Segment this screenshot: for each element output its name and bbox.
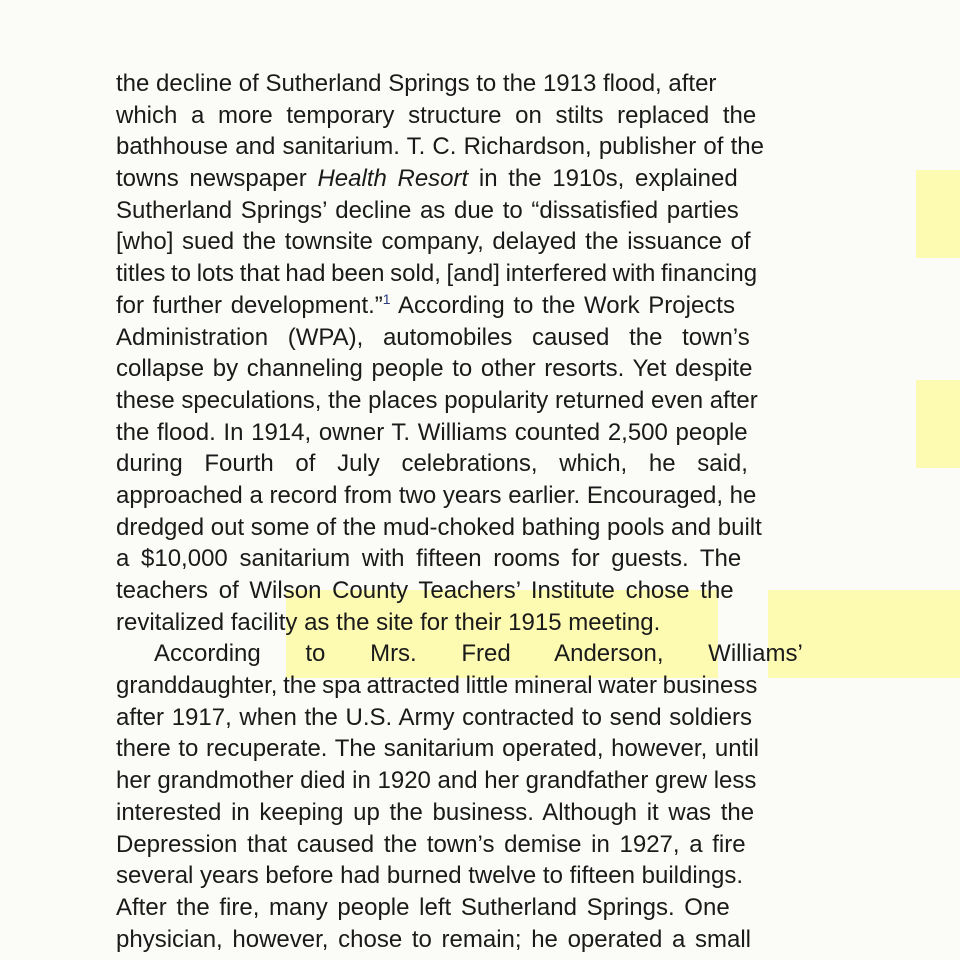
text-line: [116, 575, 853, 607]
text-line: [116, 100, 853, 132]
text-line-content: the decline of Sutherland Springs to the 1913 flood, after: [116, 70, 717, 97]
text-line-content: bathhouse and sanitarium. T. C. Richardson, publisher of the: [116, 133, 764, 161]
text-line-content: [who] sued the townsite company, delayed the issuance of: [116, 228, 751, 256]
text-line: [116, 860, 853, 892]
text-line: [116, 131, 853, 163]
footnote-marker[interactable]: 1: [382, 290, 391, 307]
text-line: [116, 765, 853, 797]
text-line-content: granddaughter, the spa attracted little mineral water business: [116, 672, 758, 700]
text-line-content: dredged out some of the mud-choked bathing pools and built: [116, 513, 762, 541]
text-line-content: for further development.”: [116, 291, 383, 319]
text-line-content: titles to lots that had been sold, [and] interfered with financing: [116, 260, 758, 288]
text-line: [116, 512, 853, 544]
text-line-content: during Fourth of July celebrations, which, he said,: [116, 450, 748, 478]
text-line: [116, 163, 853, 195]
text-line: [116, 702, 853, 734]
text-line: [116, 670, 853, 702]
text-line: [116, 322, 853, 354]
text-line: [116, 353, 853, 385]
text-line: [116, 226, 853, 258]
text-line-content: towns newspaper: [116, 165, 307, 193]
text-line-content: there to recuperate. The sanitarium operated, however, until: [116, 735, 759, 763]
text-line: [116, 829, 853, 861]
highlight-mark: [916, 170, 960, 258]
text-line-content: which a more temporary structure on stilts replaced the: [116, 101, 757, 129]
text-line-content: the flood. In 1914, owner T. Williams counted 2,500 people: [116, 418, 748, 446]
text-line: [116, 543, 853, 575]
text-line-content: revitalized facility as the site for their 1915 meeting.: [116, 608, 661, 636]
text-line-content: in the 1910s, explained: [478, 165, 738, 193]
text-line: [116, 385, 853, 417]
text-line: [116, 892, 853, 924]
text-line: [116, 797, 853, 829]
newspaper-title: Health Resort: [317, 165, 469, 193]
text-line: [116, 68, 853, 100]
text-line: [116, 417, 853, 449]
text-line: [116, 290, 853, 322]
text-line-content: physician, however, chose to remain; he operated a small: [116, 925, 752, 953]
text-line: [116, 924, 853, 956]
text-line: [116, 258, 853, 290]
text-line: [116, 733, 853, 765]
text-line-content: approached a record from two years earlier. Encouraged, he: [116, 481, 757, 509]
text-line-content: After the fire, many people left Sutherland Springs. One: [116, 893, 730, 921]
text-line-content: several years before had burned twelve to fifteen buildings.: [116, 862, 744, 890]
text-line-content: Administration (WPA), automobiles caused the town’s: [116, 323, 750, 351]
text-line-content: after 1917, when the U.S. Army contracted to send soldiers: [116, 703, 752, 731]
text-line: [116, 607, 853, 639]
body-text: [116, 68, 853, 955]
text-line-content: her grandmother died in 1920 and her grandfather grew less: [116, 767, 757, 795]
text-line-content: these speculations, the places popularity returned even after: [116, 386, 758, 414]
text-line-content: According to the Work Projects: [397, 291, 735, 319]
text-line-content: collapse by channeling people to other resorts. Yet despite: [116, 355, 753, 383]
text-line: [116, 480, 853, 512]
text-line: [116, 448, 853, 480]
text-line-content: Sutherland Springs’ decline as due to “dissatisfied parties: [116, 196, 739, 224]
text-line-content: a $10,000 sanitarium with fifteen rooms for guests. The: [116, 545, 742, 573]
highlight-mark: [916, 380, 960, 468]
text-line-content: Depression that caused the town’s demise in 1927, a fire: [116, 830, 746, 858]
text-line-content: According to Mrs. Fred Anderson, Williams’: [154, 640, 803, 668]
text-line-content: interested in keeping up the business. Although it was the: [116, 798, 755, 826]
paragraph-start-line: [116, 638, 853, 670]
text-line: [116, 195, 853, 227]
text-line-content: teachers of Wilson County Teachers’ Institute chose the: [116, 577, 734, 604]
